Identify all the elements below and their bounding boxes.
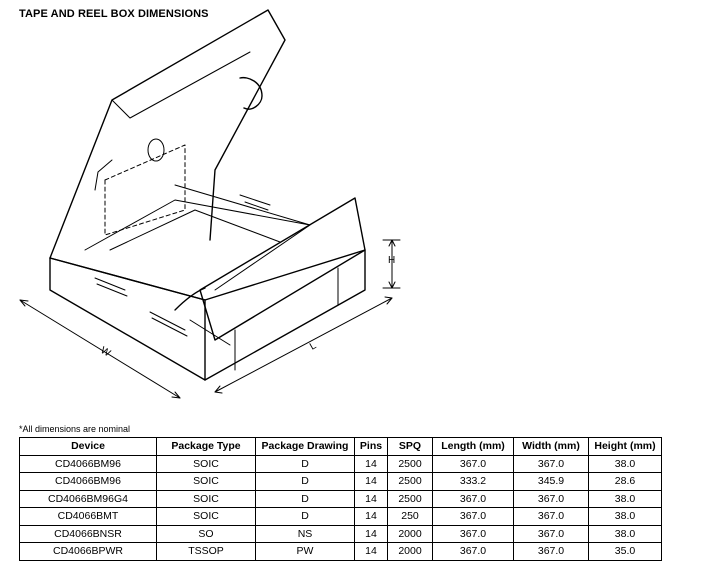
spq-cell: 2000 [388,543,433,561]
package-drawing-cell: D [256,455,355,473]
height-cell: 28.6 [589,473,662,491]
height-cell: 38.0 [589,508,662,526]
table-header-row [20,438,662,456]
length-label: L [308,340,319,353]
package-drawing-cell: NS [256,525,355,543]
device-cell: CD4066BPWR [20,543,157,561]
column-header: Width (mm) [514,438,589,456]
height-label: H [388,255,396,266]
package-drawing-cell: PW [256,543,355,561]
length-cell: 367.0 [433,455,514,473]
package-type-cell: SO [157,525,256,543]
length-cell: 333.2 [433,473,514,491]
length-cell: 367.0 [433,525,514,543]
device-cell: CD4066BM96G4 [20,490,157,508]
page-title: TAPE AND REEL BOX DIMENSIONS [19,8,209,20]
box-front-left [50,258,205,380]
spq-cell: 2500 [388,455,433,473]
device-cell: CD4066BM96 [20,473,157,491]
spq-cell: 2000 [388,525,433,543]
pins-cell: 14 [355,490,388,508]
spq-cell: 2500 [388,473,433,491]
package-drawing-cell: D [256,508,355,526]
package-drawing-cell: D [256,490,355,508]
spq-cell: 2500 [388,490,433,508]
column-header: Height (mm) [589,438,662,456]
height-cell: 38.0 [589,490,662,508]
package-type-cell: SOIC [157,508,256,526]
table-row [20,543,662,561]
device-cell: CD4066BNSR [20,525,157,543]
column-header: Pins [355,438,388,456]
width-cell: 345.9 [514,473,589,491]
height-cell: 38.0 [589,455,662,473]
device-cell: CD4066BM96 [20,455,157,473]
table-row [20,473,662,491]
pins-cell: 14 [355,525,388,543]
length-cell: 367.0 [433,508,514,526]
column-header: Package Drawing [256,438,355,456]
width-cell: 367.0 [514,455,589,473]
column-header: Device [20,438,157,456]
width-cell: 367.0 [514,543,589,561]
pins-cell: 14 [355,508,388,526]
column-header: Package Type [157,438,256,456]
box-lid [50,10,285,258]
dimensions-note: *All dimensions are nominal [19,424,131,434]
table-row [20,455,662,473]
package-type-cell: SOIC [157,473,256,491]
table-row [20,490,662,508]
column-header: Length (mm) [433,438,514,456]
box-front-right [205,250,365,380]
device-cell: CD4066BMT [20,508,157,526]
width-cell: 367.0 [514,508,589,526]
pins-cell: 14 [355,543,388,561]
package-type-cell: SOIC [157,455,256,473]
width-cell: 367.0 [514,525,589,543]
package-type-cell: TSSOP [157,543,256,561]
height-cell: 35.0 [589,543,662,561]
pins-cell: 14 [355,455,388,473]
width-cell: 367.0 [514,490,589,508]
package-type-cell: SOIC [157,490,256,508]
height-cell: 38.0 [589,525,662,543]
table-row [20,508,662,526]
column-header: SPQ [388,438,433,456]
dimensions-table [19,437,662,561]
width-label: W [98,345,113,360]
length-cell: 367.0 [433,490,514,508]
spq-cell: 250 [388,508,433,526]
package-drawing-cell: D [256,473,355,491]
right-flap [200,198,365,340]
length-cell: 367.0 [433,543,514,561]
table-row [20,525,662,543]
pins-cell: 14 [355,473,388,491]
